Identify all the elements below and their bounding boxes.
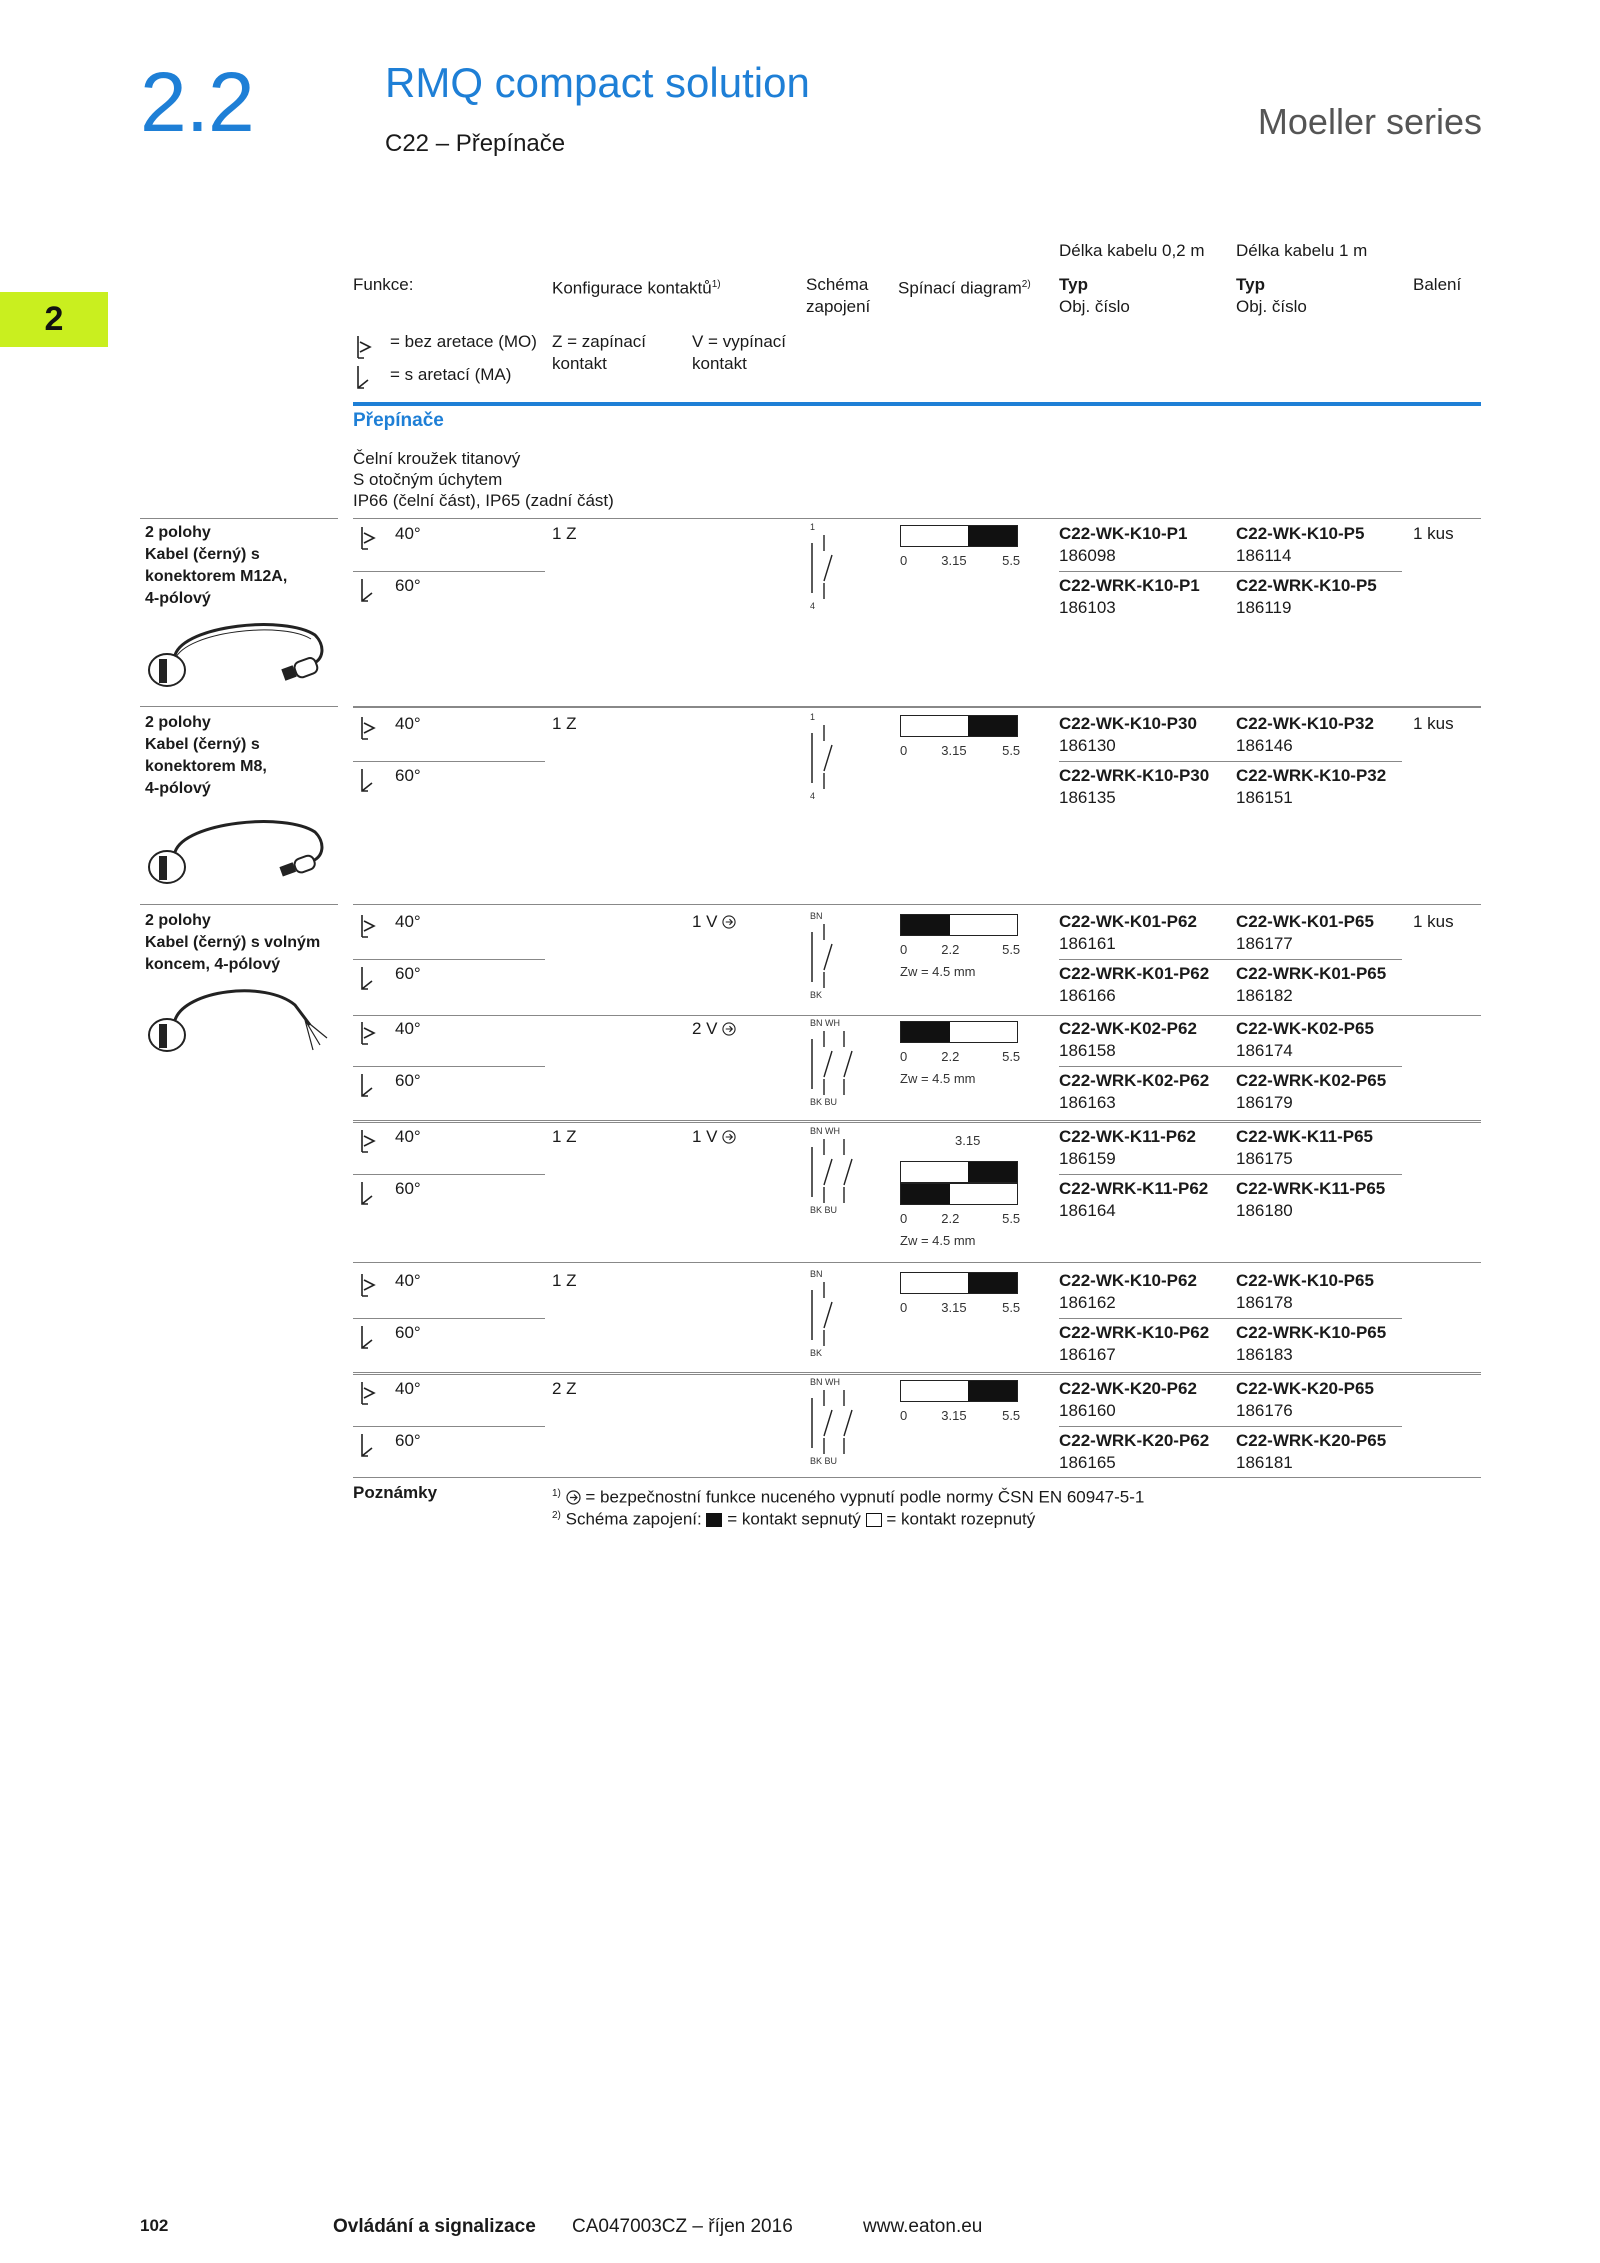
diagram-tick: 0 — [900, 1408, 908, 1423]
type-code-02m: C22-WRK-K10-P30 — [1059, 766, 1210, 785]
row-subdivider — [1059, 571, 1402, 572]
closed-swatch-icon — [706, 1513, 722, 1527]
switching-bar-fill — [901, 915, 950, 935]
order-number-02m: 186103 — [1059, 598, 1116, 617]
packaging-cell: 1 kus — [1413, 912, 1454, 931]
diagram-tick: 5.5 — [1002, 942, 1021, 957]
row-subdivider — [1059, 1174, 1402, 1175]
cable-free-end-image — [145, 980, 335, 1070]
order-number-1m: 186181 — [1236, 1453, 1293, 1472]
switching-bar — [900, 1161, 1018, 1183]
typ2-header: Typ — [1236, 275, 1265, 294]
diagram-zw: Zw = 4.5 mm — [900, 1233, 976, 1248]
svg-text:BK BU: BK BU — [810, 1097, 838, 1107]
order-number-02m: 186158 — [1059, 1041, 1116, 1060]
angle-cell: 60° — [395, 576, 421, 595]
type-code-02m: C22-WK-K20-P62 — [1059, 1379, 1197, 1398]
svg-text:BN WH: BN WH — [810, 1377, 840, 1387]
order-number-1m: 186179 — [1236, 1093, 1293, 1112]
wiring-schematic — [808, 1125, 868, 1215]
row-subdivider — [353, 1066, 545, 1067]
switching-bar — [900, 715, 1018, 737]
maintained-icon — [356, 765, 382, 795]
cable-1-header: Délka kabelu 1 m — [1236, 241, 1368, 260]
diagram-tick: 3.15 — [941, 743, 967, 758]
order-number-02m: 186135 — [1059, 788, 1116, 807]
note-1: $^{1)}$ = bezpečnostní funkce nuceného vypnutí podle normy ČSN EN 60947-5-1 — [552, 1487, 1145, 1507]
legend-ma: = s aretací (MA) — [390, 365, 512, 384]
svg-text:4: 4 — [810, 601, 816, 611]
svg-text:BN WH: BN WH — [810, 1126, 840, 1136]
type-code-1m: C22-WK-K10-P65 — [1236, 1271, 1374, 1290]
switching-bar-fill — [901, 1022, 950, 1042]
type-code-02m: C22-WRK-K10-P1 — [1059, 576, 1200, 595]
angle-cell: 40° — [395, 912, 421, 931]
wiring-schematic — [808, 1376, 868, 1466]
order-number-1m: 186176 — [1236, 1401, 1293, 1420]
angle-cell: 40° — [395, 1019, 421, 1038]
safety-icon — [566, 1490, 581, 1505]
type-code-02m: C22-WK-K02-P62 — [1059, 1019, 1197, 1038]
diagram-tick: 0 — [900, 942, 908, 957]
order-number-02m: 186164 — [1059, 1201, 1116, 1220]
order-number-1m: 186119 — [1236, 598, 1292, 617]
wiring-schematic — [808, 521, 868, 611]
type-code-1m: C22-WK-K01-P65 — [1236, 912, 1374, 931]
row-subdivider — [353, 959, 545, 960]
order-number-02m: 186160 — [1059, 1401, 1116, 1420]
chapter-number: 2.2 — [140, 55, 254, 149]
config-z-cell: 2 Z — [552, 1379, 577, 1398]
safety-icon — [722, 1022, 736, 1036]
maintained-icon — [356, 1322, 382, 1352]
order-number-02m: 186162 — [1059, 1293, 1116, 1312]
maintained-icon — [352, 362, 378, 392]
switching-bar — [900, 1021, 1018, 1043]
packaging-cell: 1 kus — [1413, 524, 1454, 543]
type-code-1m: C22-WRK-K10-P32 — [1236, 766, 1387, 785]
order-number-02m: 186161 — [1059, 934, 1116, 953]
diagram-tick: 0 — [900, 1300, 908, 1315]
row-subdivider — [353, 571, 545, 572]
footer-code: CA047003CZ – říjen 2016 — [572, 2216, 793, 2237]
row-subdivider — [353, 761, 545, 762]
row-subdivider — [353, 1318, 545, 1319]
row-subdivider — [1059, 1318, 1402, 1319]
angle-cell: 40° — [395, 1127, 421, 1146]
maintained-icon — [356, 575, 382, 605]
svg-text:1: 1 — [810, 712, 816, 722]
page-number: 102 — [140, 2216, 169, 2235]
angle-cell: 40° — [395, 524, 421, 543]
diagram-tick: 5.5 — [1002, 1211, 1021, 1226]
diagram-tick: 0 — [900, 1049, 908, 1064]
maintained-icon — [356, 963, 382, 993]
switching-bar — [900, 1183, 1018, 1205]
switching-bar — [900, 525, 1018, 547]
diagram-tick: 2.2 — [941, 1211, 960, 1226]
diagram-tick: 3.15 — [941, 553, 967, 568]
page-title: RMQ compact solution — [385, 59, 810, 106]
angle-cell: 60° — [395, 1071, 421, 1090]
group-divider — [140, 706, 338, 707]
config-v-cell: 2 V — [692, 1018, 736, 1040]
type-code-02m: C22-WRK-K02-P62 — [1059, 1071, 1210, 1090]
diagram-tick: 0 — [900, 743, 908, 758]
momentary-icon — [356, 713, 382, 743]
group-divider — [140, 518, 338, 519]
row-divider — [353, 1015, 1481, 1016]
svg-text:BK BU: BK BU — [810, 1456, 838, 1466]
row-divider — [353, 1262, 1481, 1263]
funkce-header: Funkce: — [353, 275, 414, 294]
row-divider — [353, 1122, 1481, 1123]
svg-text:BK: BK — [810, 1348, 823, 1358]
notes-divider — [353, 1477, 1481, 1478]
row-divider — [353, 707, 1481, 708]
order-number-1m: 186178 — [1236, 1293, 1293, 1312]
angle-cell: 60° — [395, 1323, 421, 1342]
type-code-02m: C22-WK-K10-P62 — [1059, 1271, 1197, 1290]
switching-bar — [900, 1272, 1018, 1294]
momentary-icon — [356, 911, 382, 941]
diagram-tick: 5.5 — [1002, 1408, 1021, 1423]
diagram-tick: 3.15 — [955, 1133, 981, 1148]
diagram-tick: 5.5 — [1002, 1300, 1021, 1315]
order-number-02m: 186167 — [1059, 1345, 1116, 1364]
type-code-02m: C22-WRK-K11-P62 — [1059, 1179, 1209, 1198]
order-number-02m: 186098 — [1059, 546, 1116, 565]
svg-text:1: 1 — [810, 522, 816, 532]
type-code-02m: C22-WK-K10-P30 — [1059, 714, 1197, 733]
svg-text:BK: BK — [810, 990, 823, 1000]
header-divider — [353, 402, 1481, 406]
diagram-tick: 3.15 — [941, 1300, 967, 1315]
svg-text:4: 4 — [810, 791, 816, 801]
type-code-1m: C22-WK-K10-P5 — [1236, 524, 1365, 543]
group-label-free-end: 2 polohy Kabel (černý) s volným koncem, 4-pólový — [145, 912, 321, 973]
order-number-1m: 186146 — [1236, 736, 1293, 755]
switching-bar-fill — [968, 526, 1017, 546]
cable-m8-image — [145, 812, 335, 892]
type-code-1m: C22-WK-K11-P65 — [1236, 1127, 1373, 1146]
row-divider — [353, 1374, 1481, 1375]
row-divider — [353, 518, 1481, 519]
svg-text:BN WH: BN WH — [810, 1018, 840, 1028]
section-desc-3: IP66 (čelní část), IP65 (zadní část) — [353, 491, 614, 510]
angle-cell: 60° — [395, 964, 421, 983]
type-code-1m: C22-WK-K10-P32 — [1236, 714, 1374, 733]
maintained-icon — [356, 1178, 382, 1208]
angle-cell: 60° — [395, 766, 421, 785]
diagram-tick: 5.5 — [1002, 553, 1021, 568]
safety-icon — [722, 915, 736, 929]
section-desc-2: S otočným úchytem — [353, 470, 503, 489]
type-code-02m: C22-WRK-K01-P62 — [1059, 964, 1210, 983]
order-number-1m: 186177 — [1236, 934, 1293, 953]
wiring-schematic — [808, 910, 868, 1000]
switching-bar — [900, 914, 1018, 936]
row-divider — [353, 1372, 1481, 1373]
page-subtitle: C22 – Přepínače — [385, 130, 566, 157]
order-number-02m: 186165 — [1059, 1453, 1116, 1472]
config-v-cell: 1 V — [692, 911, 736, 933]
order-number-1m: 186175 — [1236, 1149, 1293, 1168]
notes-label: Poznámky — [353, 1483, 438, 1502]
open-swatch-icon — [866, 1513, 882, 1527]
momentary-icon — [356, 1018, 382, 1048]
switching-bar-fill — [968, 1381, 1017, 1401]
section-title: Přepínače — [353, 410, 444, 431]
note-2: $^{2)}$ Schéma zapojení: = kontakt sepnutý = kontakt rozepnutý — [552, 1509, 1036, 1529]
diagram-tick: 2.2 — [941, 1049, 960, 1064]
series-label: Moeller series — [1257, 101, 1482, 142]
svg-text:BK BU: BK BU — [810, 1205, 838, 1215]
wiring-schematic — [808, 711, 868, 801]
obj2-header: Obj. číslo — [1236, 297, 1307, 316]
baleni-header: Balení — [1413, 275, 1462, 294]
type-code-02m: C22-WK-K01-P62 — [1059, 912, 1197, 931]
switching-bar-fill — [968, 716, 1017, 736]
section-desc-1: Čelní kroužek titanový — [353, 449, 521, 468]
momentary-icon — [356, 1126, 382, 1156]
row-subdivider — [1059, 959, 1402, 960]
switching-bar-fill — [901, 1184, 950, 1204]
angle-cell: 40° — [395, 1379, 421, 1398]
switching-bar-fill — [968, 1162, 1017, 1182]
order-number-1m: 186114 — [1236, 546, 1292, 565]
legend-mo: = bez aretace (MO) — [390, 332, 537, 351]
svg-text:BN: BN — [810, 911, 823, 921]
type-code-02m: C22-WRK-K10-P62 — [1059, 1323, 1210, 1342]
footer-section: Ovládání a signalizace — [333, 2216, 536, 2237]
diagram-tick: 5.5 — [1002, 743, 1021, 758]
order-number-1m: 186174 — [1236, 1041, 1293, 1060]
order-number-1m: 186183 — [1236, 1345, 1293, 1364]
group-divider — [140, 904, 338, 905]
switching-bar — [900, 1380, 1018, 1402]
order-number-02m: 186166 — [1059, 986, 1116, 1005]
footer-url: www.eaton.eu — [863, 2216, 983, 2237]
cable-m12-image — [145, 615, 335, 695]
row-divider — [353, 1120, 1481, 1121]
diagram-tick: 5.5 — [1002, 1049, 1021, 1064]
diagram-tick: 0 — [900, 1211, 908, 1226]
type-code-1m: C22-WRK-K20-P65 — [1236, 1431, 1387, 1450]
maintained-icon — [356, 1070, 382, 1100]
safety-icon — [722, 1130, 736, 1144]
svg-text:BN: BN — [810, 1269, 823, 1279]
type-code-1m: C22-WRK-K10-P65 — [1236, 1323, 1387, 1342]
type-code-1m: C22-WK-K02-P65 — [1236, 1019, 1374, 1038]
angle-cell: 40° — [395, 1271, 421, 1290]
row-subdivider — [1059, 1066, 1402, 1067]
type-code-02m: C22-WK-K10-P1 — [1059, 524, 1188, 543]
order-number-02m: 186163 — [1059, 1093, 1116, 1112]
row-subdivider — [1059, 1426, 1402, 1427]
diagram-tick: 0 — [900, 553, 908, 568]
row-subdivider — [353, 1174, 545, 1175]
row-subdivider — [353, 1426, 545, 1427]
row-divider — [353, 904, 1481, 905]
diagram-zw: Zw = 4.5 mm — [900, 1071, 976, 1086]
konfigurace-header: Konfigurace kontaktů$^{1)}$ — [552, 278, 721, 298]
order-number-02m: 186130 — [1059, 736, 1116, 755]
config-z-cell: 1 Z — [552, 524, 577, 543]
type-code-1m: C22-WK-K20-P65 — [1236, 1379, 1374, 1398]
schema-header: Schéma zapojení — [806, 275, 871, 316]
type-code-1m: C22-WRK-K11-P65 — [1236, 1179, 1386, 1198]
order-number-02m: 186159 — [1059, 1149, 1116, 1168]
maintained-icon — [356, 1430, 382, 1460]
order-number-1m: 186182 — [1236, 986, 1293, 1005]
row-subdivider — [1059, 761, 1402, 762]
switching-bar-fill — [968, 1273, 1017, 1293]
momentary-icon — [356, 523, 382, 553]
group-label-m8: 2 polohy Kabel (černý) s konektorem M8, 4-pólový — [145, 714, 267, 797]
wiring-schematic — [808, 1017, 868, 1107]
momentary-icon — [352, 332, 378, 362]
packaging-cell: 1 kus — [1413, 714, 1454, 733]
type-code-1m: C22-WRK-K02-P65 — [1236, 1071, 1387, 1090]
diagram-tick: 3.15 — [941, 1408, 967, 1423]
momentary-icon — [356, 1378, 382, 1408]
diagram-zw: Zw = 4.5 mm — [900, 964, 976, 979]
z-definition: Z = zapínací kontakt — [552, 332, 647, 373]
type-code-1m: C22-WRK-K01-P65 — [1236, 964, 1387, 983]
group-label-m12: 2 polohy Kabel (černý) s konektorem M12A, 4-pólový — [145, 524, 288, 607]
diagram-tick: 2.2 — [941, 942, 960, 957]
angle-cell: 60° — [395, 1431, 421, 1450]
angle-cell: 40° — [395, 714, 421, 733]
obj1-header: Obj. číslo — [1059, 297, 1130, 316]
v-definition: V = vypínací kontakt — [692, 332, 787, 373]
type-code-02m: C22-WK-K11-P62 — [1059, 1127, 1196, 1146]
typ1-header: Typ — [1059, 275, 1088, 294]
type-code-02m: C22-WRK-K20-P62 — [1059, 1431, 1210, 1450]
config-z-cell: 1 Z — [552, 1271, 577, 1290]
order-number-1m: 186151 — [1236, 788, 1293, 807]
angle-cell: 60° — [395, 1179, 421, 1198]
wiring-schematic — [808, 1268, 868, 1358]
type-code-1m: C22-WRK-K10-P5 — [1236, 576, 1377, 595]
config-z-cell: 1 Z — [552, 1127, 577, 1146]
spinaci-header: Spínací diagram$^{2)}$ — [898, 278, 1031, 298]
chapter-tab: 2 — [0, 292, 108, 347]
momentary-icon — [356, 1270, 382, 1300]
cable-02-header: Délka kabelu 0,2 m — [1059, 241, 1205, 260]
order-number-1m: 186180 — [1236, 1201, 1293, 1220]
config-v-cell: 1 V — [692, 1126, 736, 1148]
config-z-cell: 1 Z — [552, 714, 577, 733]
